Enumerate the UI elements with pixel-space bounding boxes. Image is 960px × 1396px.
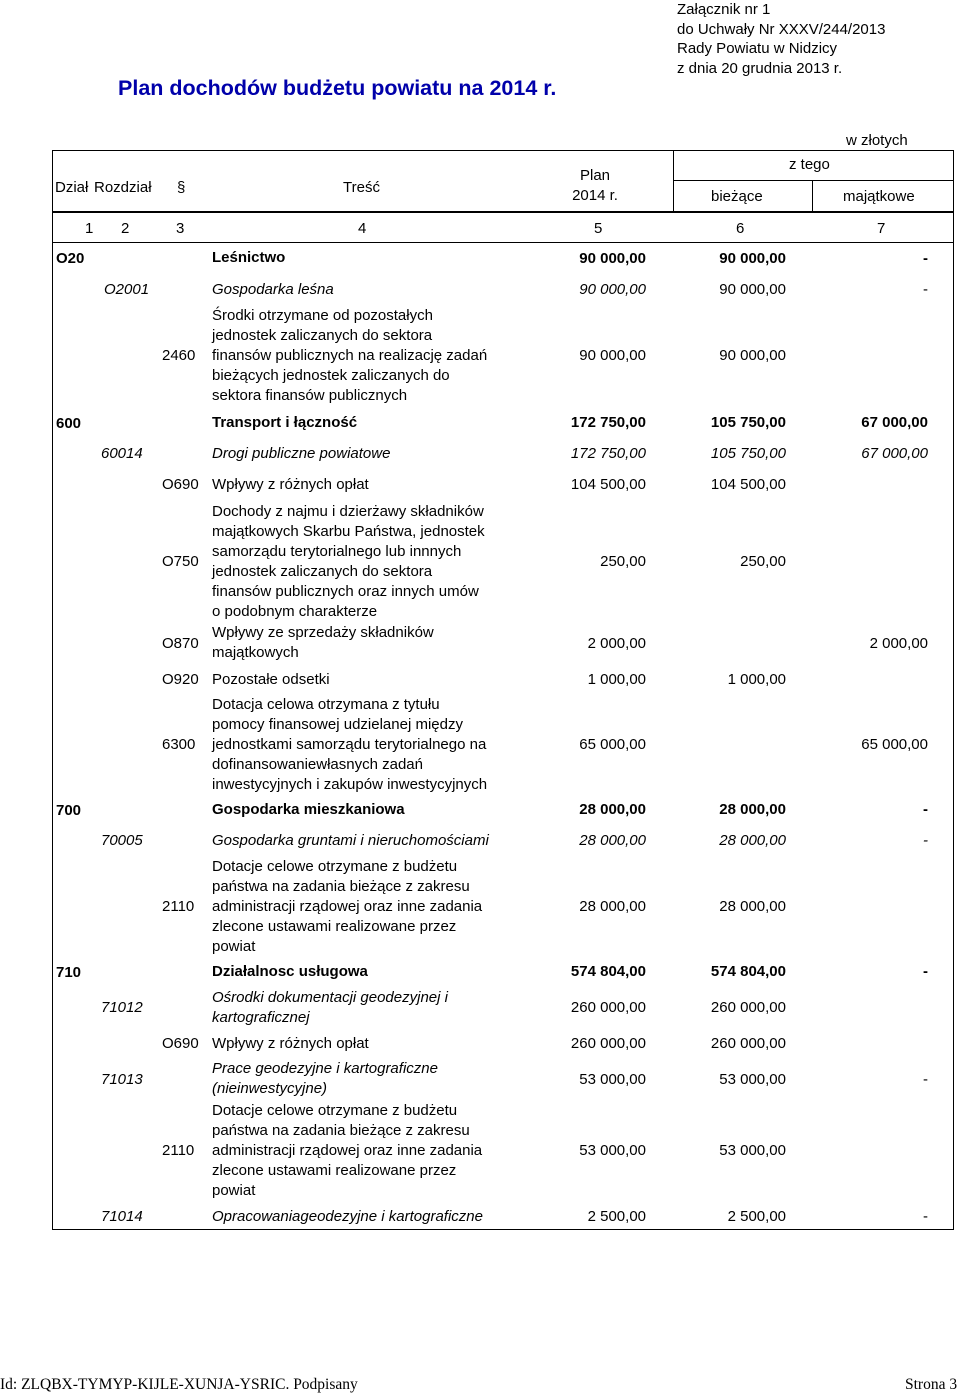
row-2-paragraf: 2460 <box>162 347 196 364</box>
row-17-paragraf: 2110 <box>162 1142 195 1159</box>
row-9-tresc: Dotacja celowa otrzymana z tytułu pomocy finansowej udzielanej między jednostkami samorządu terytorialnego na dofinansowaniewłasnych zadań inwestycyjnych i zakupów inwestycyjnych <box>212 696 488 793</box>
row-9-plan: 65 000,00 <box>579 736 646 753</box>
row-11-rozdzial: 70005 <box>101 832 143 849</box>
header-divider-ztego <box>673 180 954 181</box>
annex-line-3: Rady Powiatu w Nidzicy <box>677 40 838 57</box>
row-2-biezace: 90 000,00 <box>719 347 786 364</box>
row-7-majatkowe: 2 000,00 <box>869 635 928 652</box>
header-dzial: Dział <box>55 179 89 196</box>
header-majatkowe: majątkowe <box>843 188 915 205</box>
row-1-majatkowe: - <box>923 281 928 298</box>
row-7-plan: 2 000,00 <box>587 635 646 652</box>
colnum-5: 5 <box>594 220 603 237</box>
row-9-paragraf: 6300 <box>162 736 196 753</box>
row-16-rozdzial: 71013 <box>101 1071 143 1088</box>
row-6-plan: 250,00 <box>600 553 646 570</box>
row-4-plan: 172 750,00 <box>570 445 646 462</box>
colnum-2: 2 <box>121 220 130 237</box>
row-12-paragraf: 2110 <box>162 898 195 915</box>
colnum-6: 6 <box>736 220 745 237</box>
row-9-majatkowe: 65 000,00 <box>861 736 928 753</box>
colnum-1: 1 <box>85 220 94 237</box>
row-1-tresc: Gospodarka leśna <box>212 281 334 298</box>
row-18-biezace: 2 500,00 <box>727 1208 786 1225</box>
row-8-tresc: Pozostałe odsetki <box>212 671 330 688</box>
row-0-biezace: 90 000,00 <box>719 250 786 267</box>
header-plan-line-1: Plan <box>579 167 611 184</box>
row-2-plan: 90 000,00 <box>579 347 646 364</box>
row-5-biezace: 104 500,00 <box>710 476 786 493</box>
row-0-plan: 90 000,00 <box>579 250 646 267</box>
row-3-plan: 172 750,00 <box>570 414 646 431</box>
page-number: Strona 3 <box>905 1376 958 1393</box>
row-3-biezace: 105 750,00 <box>710 414 786 431</box>
row-16-majatkowe: - <box>923 1071 928 1088</box>
row-14-rozdzial: 71012 <box>101 999 143 1016</box>
row-15-plan: 260 000,00 <box>570 1035 646 1052</box>
row-4-tresc: Drogi publiczne powiatowe <box>212 445 391 462</box>
colnum-3: 3 <box>176 220 185 237</box>
row-11-majatkowe: - <box>923 832 928 849</box>
row-12-biezace: 28 000,00 <box>719 898 786 915</box>
row-4-rozdzial: 60014 <box>101 445 143 462</box>
row-5-plan: 104 500,00 <box>570 476 646 493</box>
annex-line-4: z dnia 20 grudnia 2013 r. <box>677 59 843 77</box>
row-11-plan: 28 000,00 <box>579 832 646 849</box>
row-16-biezace: 53 000,00 <box>719 1071 786 1088</box>
row-10-majatkowe: - <box>923 801 928 818</box>
row-0-dzial: O20 <box>56 250 85 267</box>
row-1-biezace: 90 000,00 <box>719 281 786 298</box>
colnum-4: 4 <box>358 220 367 237</box>
header-bottom-line <box>52 211 954 213</box>
page-title: Plan dochodów budżetu powiatu na 2014 r. <box>118 76 557 100</box>
row-7-paragraf: O870 <box>162 635 199 652</box>
row-8-paragraf: O920 <box>162 671 199 688</box>
row-15-tresc: Wpływy z różnych opłat <box>212 1035 369 1052</box>
row-10-dzial: 700 <box>56 802 82 819</box>
row-2-tresc: Środki otrzymane od pozostałych jednostek zaliczanych do sektora finansów publicznych na realizację zadań bieżących jednostek zaliczanych do sektora finansów publicznych <box>212 307 488 404</box>
row-12-plan: 28 000,00 <box>579 898 646 915</box>
row-17-biezace: 53 000,00 <box>719 1142 786 1159</box>
row-8-plan: 1 000,00 <box>587 671 646 688</box>
header-z-tego: z tego <box>789 156 830 173</box>
row-18-majatkowe: - <box>923 1208 928 1225</box>
document-id-footer: Id: ZLQBX-TYMYP-KIJLE-XUNJA-YSRIC. Podpisany <box>0 1376 358 1393</box>
row-5-paragraf: O690 <box>162 476 199 493</box>
row-13-plan: 574 804,00 <box>570 963 646 980</box>
row-3-majatkowe: 67 000,00 <box>861 414 928 431</box>
row-13-tresc: Działalnosc usługowa <box>212 963 368 980</box>
row-3-dzial: 600 <box>56 415 82 432</box>
header-col-divider-plan <box>673 150 674 211</box>
header-paragraph: § <box>177 179 186 196</box>
row-18-rozdzial: 71014 <box>101 1208 143 1225</box>
row-3-tresc: Transport i łączność <box>212 414 358 431</box>
row-11-tresc: Gospodarka gruntami i nieruchomościami <box>212 832 489 849</box>
row-0-majatkowe: - <box>923 250 928 267</box>
row-16-plan: 53 000,00 <box>579 1071 646 1088</box>
row-14-biezace: 260 000,00 <box>710 999 786 1016</box>
row-13-dzial: 710 <box>56 964 82 981</box>
row-4-biezace: 105 750,00 <box>710 445 786 462</box>
row-10-biezace: 28 000,00 <box>719 801 786 818</box>
row-13-majatkowe: - <box>923 963 928 980</box>
row-15-paragraf: O690 <box>162 1035 199 1052</box>
row-6-paragraf: O750 <box>162 553 199 570</box>
row-15-biezace: 260 000,00 <box>710 1035 786 1052</box>
row-18-tresc: Opracowaniageodezyjne i kartograficzne <box>212 1208 483 1225</box>
header-col-divider-biezace <box>812 180 813 211</box>
row-16-tresc: Prace geodezyjne i kartograficzne (nieinwestycyjne) <box>212 1060 438 1097</box>
row-11-biezace: 28 000,00 <box>719 832 786 849</box>
row-12-tresc: Dotacje celowe otrzymane z budżetu państwa na zadania bieżące z zakresu administracji rządowej oraz inne zadania zlecone ustawami realizowane przez powiat <box>212 858 483 955</box>
row-18-plan: 2 500,00 <box>587 1208 646 1225</box>
currency-note: w złotych <box>846 132 908 149</box>
colnum-7: 7 <box>877 220 886 237</box>
row-1-rozdzial: O2001 <box>104 281 150 298</box>
row-5-tresc: Wpływy z różnych opłat <box>212 476 369 493</box>
header-biezace: bieżące <box>711 188 763 205</box>
annex-block <box>677 0 885 78</box>
row-10-tresc: Gospodarka mieszkaniowa <box>212 801 405 818</box>
row-1-plan: 90 000,00 <box>579 281 646 298</box>
row-17-tresc: Dotacje celowe otrzymane z budżetu państwa na zadania bieżące z zakresu administracji rządowej oraz inne zadania zlecone ustawami realizowane przez powiat <box>212 1102 483 1199</box>
row-4-majatkowe: 67 000,00 <box>861 445 928 462</box>
row-10-plan: 28 000,00 <box>579 801 646 818</box>
colnum-bottom-line <box>52 242 954 243</box>
row-0-tresc: Leśnictwo <box>212 249 286 266</box>
row-14-tresc: Ośrodki dokumentacji geodezyjnej i kartograficznej <box>212 989 448 1026</box>
row-14-plan: 260 000,00 <box>570 999 646 1016</box>
header-plan-line-2: 2014 r. <box>572 187 618 204</box>
row-6-biezace: 250,00 <box>740 553 786 570</box>
annex-line-1: Załącznik nr 1 <box>677 1 771 18</box>
annex-line-2: do Uchwały Nr XXXV/244/2013 <box>677 20 886 38</box>
header-rozdzial: Rozdział <box>94 179 152 196</box>
row-8-biezace: 1 000,00 <box>727 671 786 688</box>
header-tresc: Treść <box>343 179 380 196</box>
row-7-tresc: Wpływy ze sprzedaży składników majątkowych <box>212 624 434 661</box>
row-17-plan: 53 000,00 <box>579 1142 646 1159</box>
row-6-tresc: Dochody z najmu i dzierżawy składników majątkowych Skarbu Państwa, jednostek samorządu terytorialnego lub innnych jednostek zaliczanych do sektora finansów publicznych oraz innych umów o podobnym charakterze <box>212 503 485 620</box>
row-13-biezace: 574 804,00 <box>710 963 786 980</box>
